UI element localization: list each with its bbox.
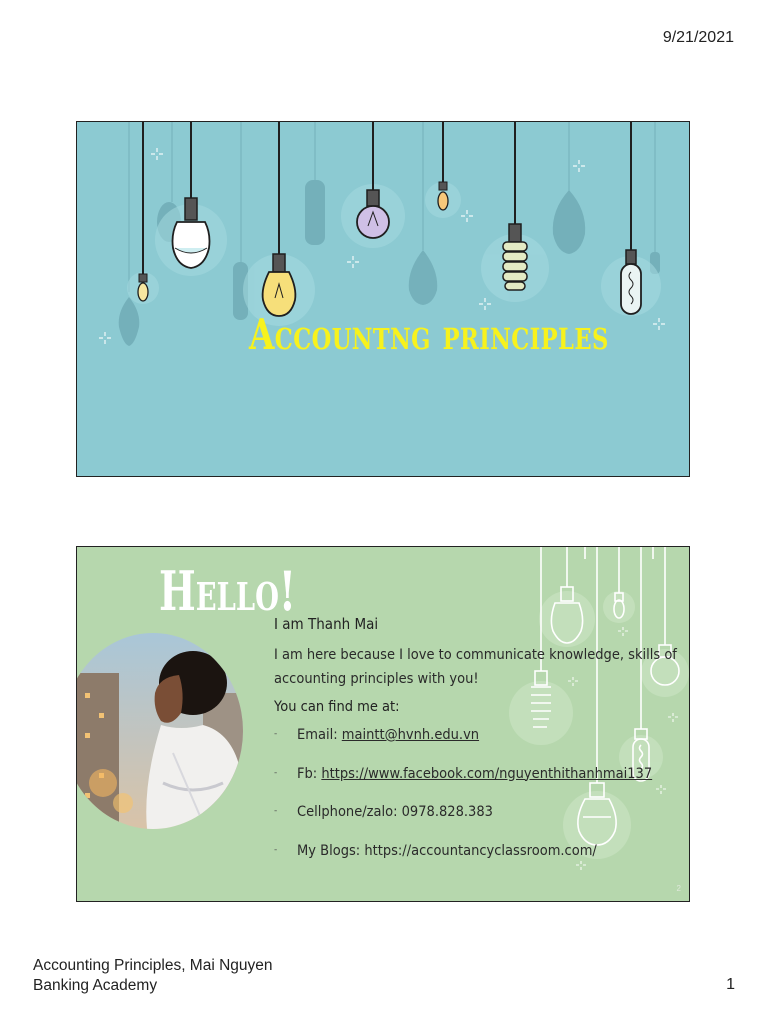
footer-line-2: Banking Academy [33,977,158,994]
bullet-dash: - [274,844,278,855]
find-me-label: You can find me at: [274,699,400,715]
bullet-dash: - [274,806,278,816]
contact-phone [274,804,690,843]
contact-facebook [274,766,690,805]
contact-email [274,727,690,766]
slide-number: 2 [676,884,681,893]
bullet-dash: - [274,767,278,778]
contact-phone-text: Cellphone/zalo: 0978.828.383 [297,804,493,820]
introduction-text [274,615,690,881]
bullet-dash: - [274,729,278,739]
hello-heading: Hello! [159,559,296,623]
footer-line-1: Accounting Principles, Mai Nguyen [33,957,273,974]
facebook-link[interactable]: https://www.facebook.com/nguyenthithanhmai137 [321,765,653,782]
contact-email-label: Email: [297,727,342,743]
page-number: 1 [726,976,735,993]
slide-title [76,121,690,477]
slide-introduction [76,546,690,902]
slide-title-text: Accountng principles [249,310,609,359]
contact-blog [274,843,690,882]
contact-facebook-label: Fb: [297,765,322,782]
print-date: 9/21/2021 [662,29,734,46]
contact-blog-text: My Blogs: https://accountancyclassroom.com/ [297,842,597,859]
email-link[interactable]: maintt@hvnh.edu.vn [341,727,480,743]
contact-list [274,727,690,881]
hanging-bulbs-illustration [77,122,690,477]
presenter-name: I am Thanh Mai [274,615,379,633]
intro-paragraph: I am here because I love to communicate knowledge, skills of accounting principles with you! [274,647,677,687]
footer [33,956,273,996]
